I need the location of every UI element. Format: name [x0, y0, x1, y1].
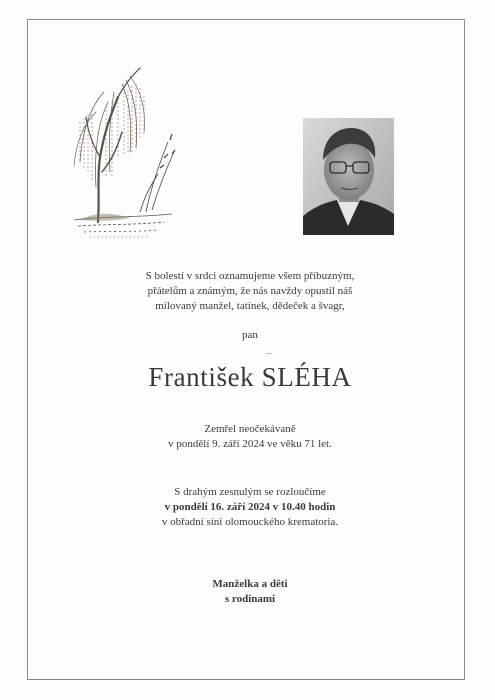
- intro-text: [90, 269, 410, 314]
- family-line: s rodinami: [224, 593, 276, 605]
- intro-line: milovaný manžel, tatínek, dědeček a švagr,: [155, 300, 345, 312]
- intro-line: přátelům a známým, že nás navždy opustil náš: [147, 285, 353, 297]
- death-line: Zemřel neočekávaně: [204, 423, 296, 435]
- portrait-photo: [303, 118, 394, 235]
- separator-mark: [266, 353, 272, 354]
- family-signature: [90, 577, 410, 607]
- funeral-date: v pondělí 16. září 2024 v 10.40 hodin: [164, 501, 336, 513]
- pan-label: pan: [242, 329, 258, 341]
- funeral-info: [90, 485, 410, 530]
- intro-line: S bolestí v srdci oznamujeme všem příbuzným,: [145, 270, 355, 282]
- willow-tree-illustration: [60, 62, 180, 240]
- death-line: v pondělí 9. září 2024 ve věku 71 let.: [168, 438, 332, 450]
- deceased-name: František SLÉHA: [148, 362, 352, 392]
- funeral-place: v obřadní síni olomouckého krematoria.: [161, 516, 339, 528]
- family-line: Manželka a děti: [212, 578, 288, 590]
- death-info: [90, 422, 410, 452]
- funeral-line: S drahým zesnulým se rozloučíme: [174, 486, 326, 498]
